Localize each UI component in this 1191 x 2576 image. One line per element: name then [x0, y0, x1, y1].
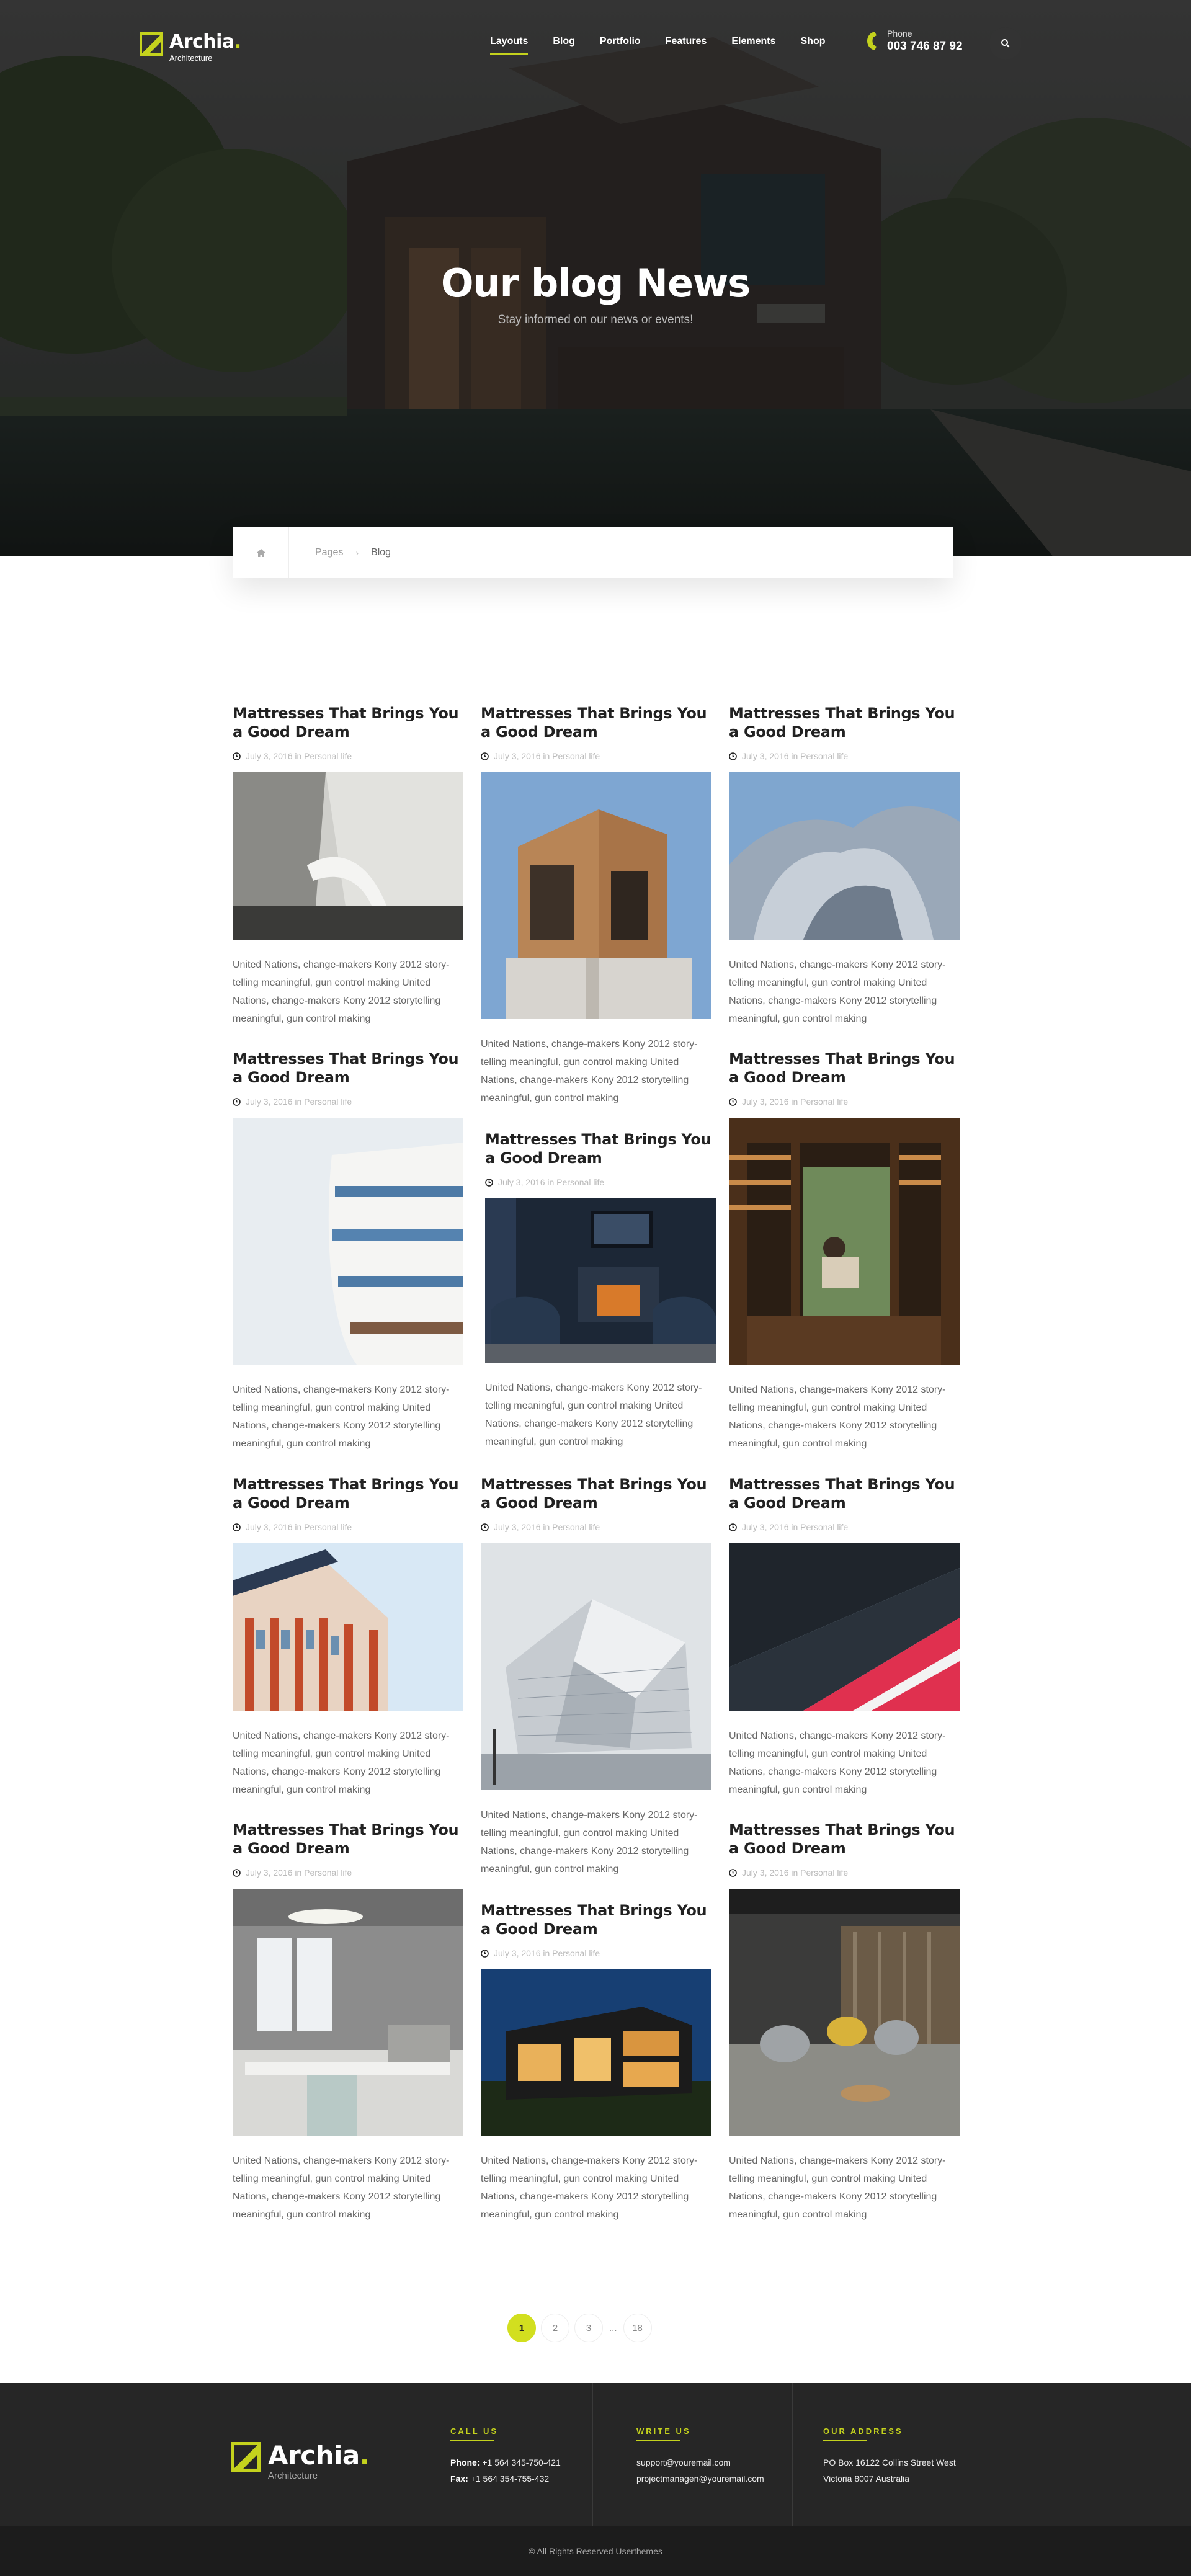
post-image[interactable]: [481, 1969, 711, 2136]
brand-tagline: Architecture: [169, 53, 213, 63]
page-button-1[interactable]: 1: [507, 2314, 536, 2342]
header-phone[interactable]: [866, 29, 963, 53]
clock-icon: [233, 1523, 241, 1531]
post-date: July 3, 2016 in Personal life: [742, 1522, 849, 1532]
post-date: July 3, 2016 in Personal life: [494, 1948, 600, 1958]
clock-icon: [729, 1098, 737, 1106]
nav-item-blog[interactable]: Blog: [553, 36, 575, 47]
post-image[interactable]: [233, 772, 463, 940]
page-button-last[interactable]: 18: [623, 2314, 652, 2342]
footer-phone-line[interactable]: [450, 2458, 561, 2467]
post-title[interactable]: Mattresses That Brings You a Good Dream: [481, 1902, 707, 1938]
post-excerpt: United Nations, change-makers Kony 2012 story-telling meaningful, gun control making United Nations, change-makers Kony 2012 storytelling meaningful, gun control making: [481, 1039, 698, 1103]
chevron-right-icon: ›: [355, 548, 359, 558]
post-title[interactable]: Mattresses That Brings You a Good Dream: [729, 705, 955, 741]
copyright-bar: [0, 2526, 1191, 2576]
page-button-2[interactable]: 2: [541, 2314, 569, 2342]
post-date: July 3, 2016 in Personal life: [246, 751, 352, 761]
page-subtitle: Stay informed on our news or events!: [497, 313, 694, 326]
breadcrumb-home[interactable]: [233, 527, 289, 578]
post-excerpt: United Nations, change-makers Kony 2012 story-telling meaningful, gun control making United Nations, change-makers Kony 2012 storytelling meaningful, gun control making: [233, 1731, 450, 1795]
footer: [0, 2383, 1191, 2526]
nav-item-layouts[interactable]: Layouts: [478, 36, 540, 47]
post-date: July 3, 2016 in Personal life: [742, 1868, 849, 1878]
post-excerpt: United Nations, change-makers Kony 2012 story-telling meaningful, gun control making United Nations, change-makers Kony 2012 storytelling meaningful, gun control making: [485, 1383, 702, 1447]
nav-item-portfolio[interactable]: Portfolio: [599, 36, 641, 47]
blog-card: [729, 1821, 960, 2224]
footer-brand-dot: .: [359, 2440, 370, 2471]
brand-logo[interactable]: [140, 32, 241, 63]
footer-fax: +1 564 354-755-432: [470, 2474, 550, 2484]
post-date: July 3, 2016 in Personal life: [742, 1097, 849, 1107]
clock-icon: [729, 1523, 737, 1531]
main-nav: [478, 36, 838, 47]
post-date: July 3, 2016 in Personal life: [498, 1177, 605, 1187]
post-excerpt: United Nations, change-makers Kony 2012 story-telling meaningful, gun control making United Nations, change-makers Kony 2012 storytelling meaningful, gun control making: [729, 1731, 946, 1795]
post-image[interactable]: [481, 772, 711, 1019]
footer-heading-call-us: CALL US: [450, 2427, 499, 2436]
clock-icon: [481, 1523, 489, 1531]
blog-card: [729, 704, 960, 1028]
nav-item-shop[interactable]: Shop: [800, 36, 826, 47]
blog-card: [729, 1050, 960, 1453]
post-image[interactable]: [729, 1118, 960, 1365]
breadcrumb: [233, 527, 953, 578]
footer-heading-underline: [450, 2440, 494, 2441]
top-navigation-bar: [0, 0, 1191, 87]
post-title[interactable]: Mattresses That Brings You a Good Dream: [481, 1476, 707, 1512]
post-title[interactable]: Mattresses That Brings You a Good Dream: [233, 1821, 459, 1857]
post-date: July 3, 2016 in Personal life: [246, 1868, 352, 1878]
post-excerpt: United Nations, change-makers Kony 2012 story-telling meaningful, gun control making United Nations, change-makers Kony 2012 storytelling meaningful, gun control making: [233, 1384, 450, 1449]
post-excerpt: United Nations, change-makers Kony 2012 story-telling meaningful, gun control making United Nations, change-makers Kony 2012 storytelling meaningful, gun control making: [729, 1384, 946, 1449]
footer-phone: +1 564 345-750-421: [482, 2458, 561, 2467]
phone-number: 003 746 87 92: [887, 40, 963, 53]
search-button[interactable]: [989, 27, 1022, 60]
post-image[interactable]: [233, 1543, 463, 1711]
clock-icon: [729, 1869, 737, 1877]
post-excerpt: United Nations, change-makers Kony 2012 story-telling meaningful, gun control making United Nations, change-makers Kony 2012 storytelling meaningful, gun control making: [729, 2155, 946, 2220]
post-title[interactable]: Mattresses That Brings You a Good Dream: [729, 1821, 955, 1857]
hero-section: [0, 0, 1191, 556]
post-title[interactable]: Mattresses That Brings You a Good Dream: [233, 1476, 459, 1512]
footer-divider: [592, 2383, 593, 2526]
post-image[interactable]: [729, 1889, 960, 2136]
post-title[interactable]: Mattresses That Brings You a Good Dream: [481, 705, 707, 741]
search-icon: [1001, 38, 1010, 48]
page-button-3[interactable]: 3: [574, 2314, 603, 2342]
blog-card: [233, 1050, 463, 1453]
blog-card: [233, 1821, 463, 2224]
copyright-text: © All Rights Reserved Userthemes: [529, 2546, 662, 2556]
footer-email-support[interactable]: support@youremail.com: [636, 2458, 731, 2467]
post-image[interactable]: [729, 1543, 960, 1711]
post-title[interactable]: Mattresses That Brings You a Good Dream: [729, 1050, 955, 1086]
phone-icon: [866, 30, 880, 51]
footer-divider: [792, 2383, 793, 2526]
post-date: July 3, 2016 in Personal life: [494, 1522, 600, 1532]
home-icon: [257, 549, 265, 557]
clock-icon: [233, 1098, 241, 1106]
pagination-ellipsis: ...: [609, 2322, 617, 2333]
post-excerpt: United Nations, change-makers Kony 2012 story-telling meaningful, gun control making United Nations, change-makers Kony 2012 storytelling meaningful, gun control making: [481, 1810, 698, 1874]
clock-icon: [729, 752, 737, 760]
post-image[interactable]: [729, 772, 960, 940]
post-excerpt: United Nations, change-makers Kony 2012 story-telling meaningful, gun control making United Nations, change-makers Kony 2012 storytelling meaningful, gun control making: [729, 960, 946, 1024]
clock-icon: [485, 1179, 493, 1187]
post-image[interactable]: [233, 1118, 463, 1365]
pagination: [507, 2314, 652, 2342]
blog-card: [233, 1475, 463, 1799]
post-image[interactable]: [481, 1543, 711, 1790]
post-date: July 3, 2016 in Personal life: [246, 1097, 352, 1107]
footer-heading-write-us: WRITE US: [636, 2427, 691, 2436]
brand-name: Archia: [169, 31, 234, 53]
post-excerpt: United Nations, change-makers Kony 2012 story-telling meaningful, gun control making United Nations, change-makers Kony 2012 storytelling meaningful, gun control making: [233, 2155, 450, 2220]
post-date: July 3, 2016 in Personal life: [742, 751, 849, 761]
clock-icon: [233, 1869, 241, 1877]
clock-icon: [233, 752, 241, 760]
post-title[interactable]: Mattresses That Brings You a Good Dream: [729, 1476, 955, 1512]
clock-icon: [481, 1950, 489, 1958]
footer-brand-tagline: Architecture: [268, 2471, 318, 2481]
footer-heading-address: OUR ADDRESS: [823, 2427, 903, 2436]
post-image[interactable]: [485, 1198, 716, 1363]
blog-card: [485, 1130, 716, 1451]
footer-phone-label: Phone:: [450, 2458, 480, 2467]
footer-brand-name: Archia: [268, 2440, 360, 2471]
nav-item-features[interactable]: Features: [665, 36, 707, 47]
footer-heading-underline: [636, 2440, 680, 2441]
page-title: Our blog News: [440, 261, 751, 306]
post-date: July 3, 2016 in Personal life: [494, 751, 600, 761]
post-date: July 3, 2016 in Personal life: [246, 1522, 352, 1532]
breadcrumb-item-pages[interactable]: Pages: [315, 547, 344, 558]
nav-item-elements[interactable]: Elements: [731, 36, 776, 47]
blog-card: [481, 704, 711, 1107]
logo-mark-icon: [231, 2442, 261, 2472]
post-excerpt: United Nations, change-makers Kony 2012 story-telling meaningful, gun control making United Nations, change-makers Kony 2012 storytelling meaningful, gun control making: [233, 960, 450, 1024]
post-title[interactable]: Mattresses That Brings You a Good Dream: [233, 1050, 459, 1086]
footer-email-project[interactable]: projectmanagen@youremail.com: [636, 2474, 764, 2484]
post-title[interactable]: Mattresses That Brings You a Good Dream: [485, 1131, 711, 1167]
post-image[interactable]: [233, 1889, 463, 2136]
blog-card: [729, 1475, 960, 1799]
footer-logo[interactable]: [231, 2442, 369, 2481]
clock-icon: [481, 752, 489, 760]
post-excerpt: United Nations, change-makers Kony 2012 story-telling meaningful, gun control making United Nations, change-makers Kony 2012 storytelling meaningful, gun control making: [481, 2155, 698, 2220]
footer-fax-line: [450, 2474, 549, 2484]
blog-card: [481, 1475, 711, 1878]
phone-label: Phone: [887, 29, 912, 38]
footer-address-line-1: PO Box 16122 Collins Street West: [823, 2458, 956, 2467]
logo-mark-icon: [140, 32, 163, 56]
post-title[interactable]: Mattresses That Brings You a Good Dream: [233, 705, 459, 741]
breadcrumb-item-current: Blog: [371, 547, 391, 558]
blog-card: [481, 1901, 711, 2224]
footer-address-line-2: Victoria 8007 Australia: [823, 2474, 910, 2484]
blog-card: [233, 704, 463, 1028]
footer-fax-label: Fax:: [450, 2474, 468, 2484]
footer-heading-underline: [823, 2440, 867, 2441]
brand-dot: .: [234, 31, 241, 53]
